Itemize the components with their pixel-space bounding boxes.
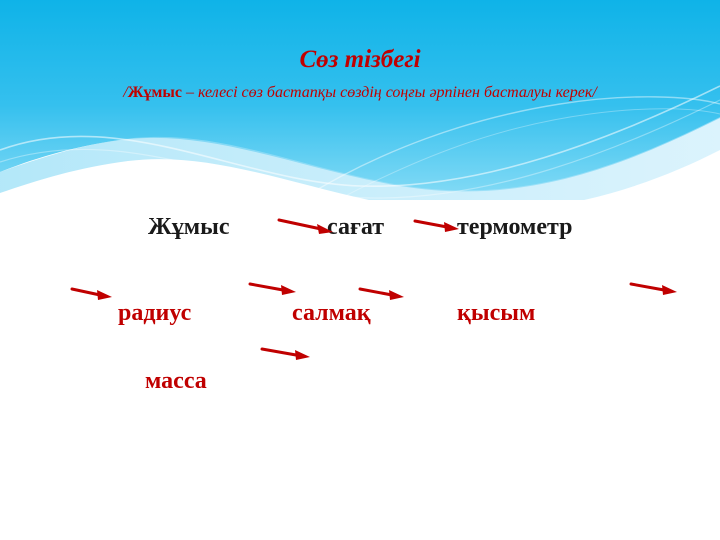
page-title: Сөз тізбегі (299, 46, 421, 73)
subtitle-keyword: Жұмыс (127, 83, 182, 101)
arrow-right-icon (260, 345, 312, 370)
header-text-block (0, 46, 720, 103)
subtitle-prefix: / (123, 83, 128, 101)
word-termometr: термометр (457, 214, 573, 240)
word-jumys: Жұмыс (148, 214, 230, 240)
arrow-right-icon (70, 284, 114, 309)
word-massa: масса (145, 368, 207, 394)
slide-subtitle (100, 82, 620, 104)
word-qysym: қысым (457, 300, 536, 326)
subtitle-rest: – келесі сөз бастапқы сөздің соңғы әрпінен басталуы керек/ (181, 83, 597, 101)
arrow-right-icon (248, 280, 298, 305)
arrow-right-icon (358, 284, 406, 309)
word-salmaq: салмақ (292, 300, 371, 326)
word-chain-diagram (0, 200, 720, 540)
word-sagat: сағат (327, 214, 385, 240)
arrow-right-icon (413, 216, 461, 241)
word-radius: радиус (118, 300, 192, 326)
arrow-right-icon (629, 280, 679, 305)
arrow-right-icon (277, 216, 335, 243)
